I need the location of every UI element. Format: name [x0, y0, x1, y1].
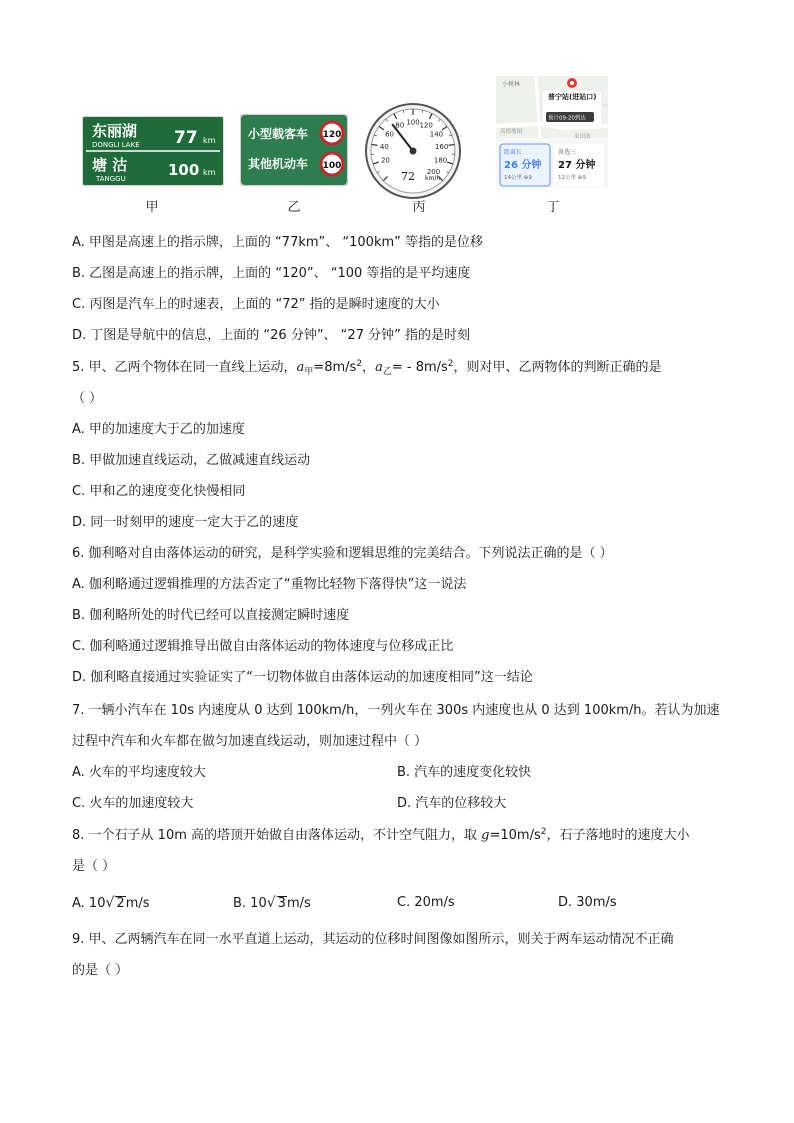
q6-option-d: D. 伽利略直接通过实验证实了“一切物体做自由落体运动的加速度相同”这一结论	[72, 670, 533, 685]
q8-a-radical-icon: √	[105, 895, 115, 911]
q8-stem-part-a: 8. 一个石子从 10m 高的塔顶开始做自由落体运动，不计空气阻力，取	[72, 828, 482, 843]
speedometer-hub	[410, 148, 417, 155]
q5-a-symbol: a	[296, 360, 305, 375]
q8-option-c: C. 20m/s	[397, 895, 455, 910]
q5-stem	[72, 359, 662, 378]
q5-option-a: A. 甲的加速度大于乙的加速度	[72, 422, 245, 437]
q4-option-b: B. 乙图是高速上的指示牌，上面的 “120”、 “100 等指的是平均速度	[72, 266, 471, 281]
route1-time: 26 分钟	[504, 160, 542, 171]
speedometer-reading: 72	[401, 170, 415, 183]
caption-ding: 丁	[546, 200, 560, 215]
q8-option-a	[72, 894, 150, 913]
q8-a-unit: m/s	[125, 896, 150, 911]
q8-sq: 2	[540, 827, 547, 837]
q5-option-d: D. 同一时刻甲的速度一定大于乙的速度	[72, 515, 299, 530]
q5-option-c: C. 甲和乙的速度变化快慢相同	[72, 484, 246, 499]
q9-stem-line1: 9. 甲、乙两辆汽车在同一水平直道上运动，其运动的位移时间图像如图所示，则关于两车运动情况不正确	[72, 932, 674, 947]
q7-option-c: C. 火车的加速度较大	[72, 796, 194, 811]
speed-limit-sign-graphic	[240, 114, 348, 186]
speedometer-unit: km/h	[425, 175, 441, 182]
q8-b-radicand: 3	[277, 896, 286, 911]
sign-row2-limit: 100	[322, 161, 342, 171]
map-place-label: 小树林	[502, 81, 521, 88]
speedometer-tick-label: 180	[433, 156, 448, 165]
speedometer-tick-label: 120	[419, 121, 433, 130]
speedometer-tick-label: 40	[379, 142, 389, 151]
q7-option-d: D. 汽车的位移较大	[397, 796, 507, 811]
sign-row1-en: DONGLI LAKE	[92, 141, 140, 149]
caption-bing: 丙	[412, 200, 426, 215]
sign-row1-cn: 东丽湖	[92, 122, 138, 140]
q8-g-symbol: g	[481, 828, 490, 843]
sign-row2-unit: km	[203, 168, 216, 177]
q8-b-radical-icon: √	[266, 895, 276, 911]
map-label-2: 采田南	[574, 134, 591, 140]
sign-row2-en: TANGGU	[96, 175, 126, 183]
speedometer-tick-label: 200	[426, 168, 441, 177]
q6-option-a: A. 伽利略通过逻辑推理的方法否定了“重物比轻物下落得快”这一说法	[72, 577, 467, 592]
q6-option-c: C. 伽利略通过逻辑推导出做自由落体运动的物体速度与位移成正比	[72, 639, 454, 654]
station-name: 普宁站(进站口)	[548, 93, 597, 101]
sign-row2-num: 100	[168, 161, 200, 179]
q6-stem: 6. 伽利略对自由落体运动的研究，是科学实验和逻辑思维的完美结合。下列说法正确的是（ ）	[72, 546, 613, 561]
speedometer-tick-label: 20	[380, 156, 390, 165]
q8-b-prefix: B. 10	[233, 896, 267, 911]
speedometer-tick-label: 160	[434, 142, 449, 151]
q6-option-b: B. 伽利略所处的时代已经可以直接测定瞬时速度	[72, 608, 350, 623]
navigation-graphic	[496, 76, 608, 188]
q5-yi-val: = - 8m/s	[391, 360, 448, 375]
q8-a-radicand: 2	[116, 896, 125, 911]
figure-yi-speed-limit-sign	[240, 114, 348, 186]
q5-jia-sub: 甲	[304, 367, 314, 377]
distance-sign-graphic	[82, 116, 224, 186]
figure-bing-speedometer	[364, 102, 462, 200]
speedometer-tick-label: 80	[395, 121, 405, 130]
route2-detail: 12公里 ⊕9	[558, 175, 586, 181]
q8-option-b	[233, 894, 311, 913]
q5-jia-sq: 2	[356, 359, 363, 369]
route1-title: 距离长	[504, 149, 523, 156]
q7-stem-line1: 7. 一辆小汽车在 10s 内速度从 0 达到 100km/h，一列火车在 300s 内速度也从 0 达到 100km/h。若认为加速	[72, 703, 720, 718]
speedometer-tick-label: 100	[406, 118, 420, 127]
speedometer-tick-label: 140	[429, 130, 444, 139]
map-label-1: 高德地图	[500, 129, 523, 135]
q5-yi-sub: 乙	[382, 367, 392, 377]
q7-option-a: A. 火车的平均速度较大	[72, 765, 206, 780]
speedometer-tick-label: 60	[385, 130, 394, 139]
q8-stem-line2: 是（ ）	[72, 859, 116, 874]
route1-detail: 14公里 ⊕9	[504, 175, 532, 181]
sign-row1-num: 77	[174, 128, 198, 148]
route2-time: 27 分钟	[558, 160, 596, 171]
q4-option-d: D. 丁图是导航中的信息，上面的 “26 分钟”、 “27 分钟” 指的是时刻	[72, 328, 470, 343]
caption-jia: 甲	[145, 200, 159, 215]
figure-ding-navigation	[496, 76, 608, 188]
sign-row1-text: 小型载客车	[248, 127, 309, 141]
q4-option-a: A. 甲图是高速上的指示牌，上面的 “77km”、 “100km” 等指的是位移	[72, 235, 484, 250]
q8-a-prefix: A. 10	[72, 896, 106, 911]
route2-title: 备选三	[558, 149, 577, 156]
q7-stem-line2: 过程中汽车和火车都在做匀加速直线运动，则加速过程中（ ）	[72, 734, 428, 749]
q8-stem-line1	[72, 827, 689, 846]
caption-yi: 乙	[287, 200, 301, 215]
q4-option-c: C. 丙图是汽车上的时速表，上面的 “72” 指的是瞬时速度的大小	[72, 297, 440, 312]
q7-option-b: B. 汽车的速度变化较快	[397, 765, 532, 780]
sign-row1-limit: 120	[322, 130, 342, 140]
q5-paren: （ ）	[72, 391, 103, 406]
q5-a-symbol-2: a	[375, 360, 383, 375]
q5-comma: ，	[362, 360, 376, 375]
q9-stem-line2: 的是（ ）	[72, 963, 129, 978]
q5-jia-val: =8m/s	[313, 360, 357, 375]
eta-label: 预计09:20到达	[548, 115, 586, 122]
q8-b-unit: m/s	[286, 896, 311, 911]
speedometer-graphic	[364, 102, 462, 200]
q5-stem-b: ，则对甲、乙两物体的判断正确的是	[453, 360, 662, 375]
q5-yi-sq: 2	[447, 359, 454, 369]
q8-stem-part-c: ，石子落地时的速度大小	[546, 828, 690, 843]
figure-row	[80, 72, 640, 222]
q8-stem-part-b: =10m/s	[489, 828, 541, 843]
q8-option-d: D. 30m/s	[558, 895, 617, 910]
q5-stem-a: 5. 甲、乙两个物体在同一直线上运动，	[72, 360, 297, 375]
figure-jia-distance-sign	[82, 116, 224, 186]
sign-row1-unit: km	[203, 136, 216, 145]
q5-option-b: B. 甲做加速直线运动，乙做减速直线运动	[72, 453, 311, 468]
sign-row2-text: 其他机动车	[248, 157, 309, 171]
sign-row2-cn: 塘 沽	[92, 156, 128, 174]
